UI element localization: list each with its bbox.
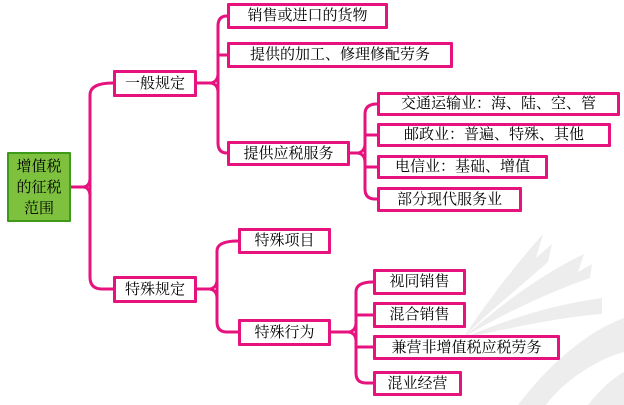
node-processing-repair-services[interactable]: 提供的加工、修理修配劳务 [227, 42, 453, 68]
node-concurrent-nonvat-services[interactable]: 兼营非增值税应税劳务 [373, 335, 560, 360]
node-taxable-services[interactable]: 提供应税服务 [227, 141, 350, 166]
connector-special-spine [217, 241, 238, 332]
connector-root-spine [90, 83, 113, 289]
node-modern-services[interactable]: 部分现代服务业 [377, 187, 522, 212]
node-root-vat-scope[interactable]: 增值税的征税范围 [7, 152, 71, 222]
node-transportation[interactable]: 交通运输业：海、陆、空、管 [377, 92, 620, 116]
node-deemed-sales[interactable]: 视同销售 [373, 269, 466, 295]
connector-services-stub [350, 144, 365, 162]
node-special-rules[interactable]: 特殊规定 [113, 276, 197, 303]
connector-root-stub [69, 178, 90, 196]
connector-general-stub [197, 74, 218, 92]
node-telecom[interactable]: 电信业：基础、增值 [377, 155, 548, 179]
node-special-items[interactable]: 特殊项目 [238, 228, 331, 254]
connector-special-stub [197, 280, 217, 298]
node-general-rules[interactable]: 一般规定 [113, 70, 197, 97]
node-mixed-sales[interactable]: 混合销售 [373, 302, 466, 328]
connector-acts-spine [356, 282, 373, 383]
connector-acts-stub [331, 323, 356, 341]
node-special-acts[interactable]: 特殊行为 [238, 319, 331, 346]
node-mixed-operation[interactable]: 混业经营 [373, 371, 462, 396]
connector-services-spine [365, 104, 377, 199]
connector-general-spine [218, 16, 227, 153]
node-goods-sold-imported[interactable]: 销售或进口的货物 [227, 3, 388, 29]
node-postal[interactable]: 邮政业：普遍、特殊、其他 [377, 123, 611, 147]
